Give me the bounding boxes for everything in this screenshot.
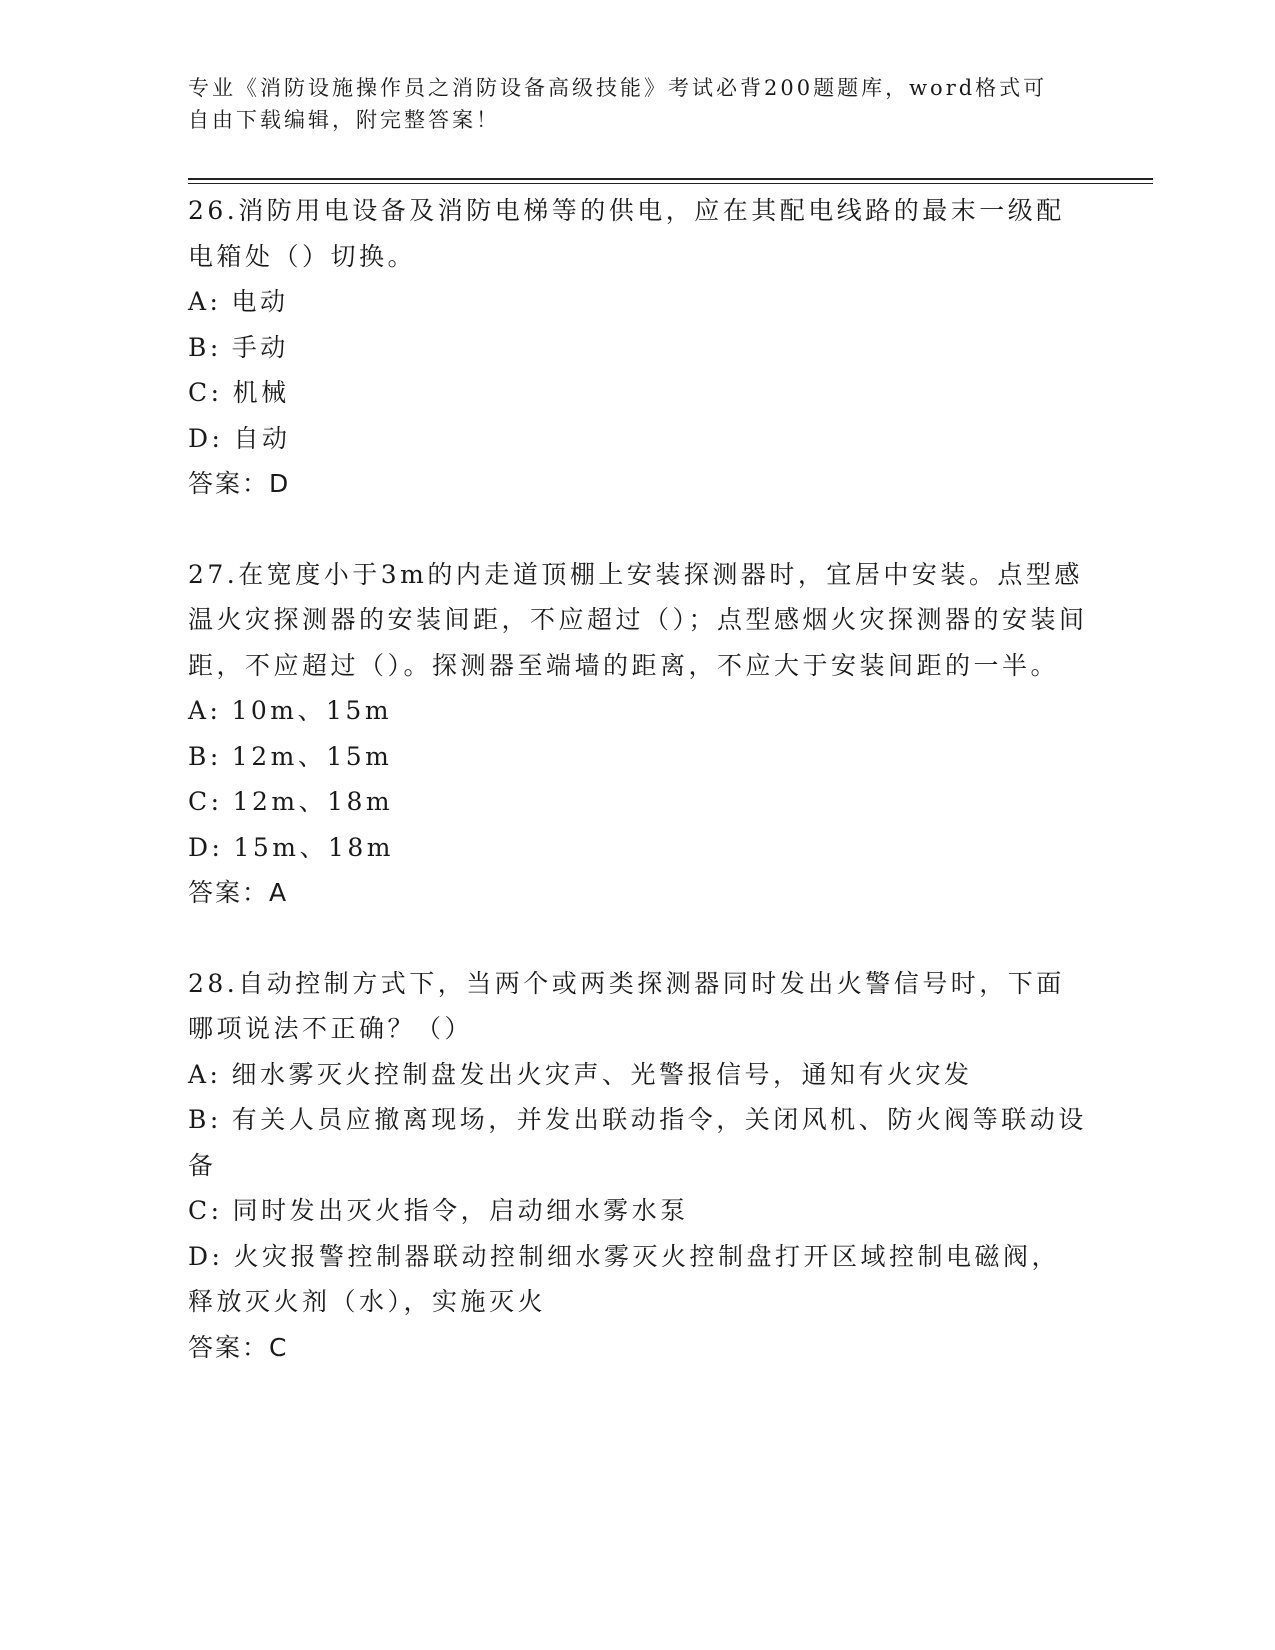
option-key: A: <box>188 696 222 725</box>
option-key: C: <box>188 1196 223 1225</box>
option-key: D: <box>188 832 224 862</box>
question-list <box>188 188 1088 1415</box>
document-header <box>188 72 1068 136</box>
option-a <box>188 1052 1088 1098</box>
option-text: 12m、18m <box>232 787 394 816</box>
option-text: 自动 <box>233 423 291 453</box>
option-key: B: <box>188 741 222 771</box>
option-text: 10m、15m <box>231 696 393 725</box>
option-b <box>188 325 1088 371</box>
option-key: B: <box>188 1105 222 1134</box>
option-key: B: <box>188 332 222 362</box>
option-text: 有关人员应撤离现场，并发出联动指令，关闭风机、防火阀等联动设备 <box>188 1105 1087 1180</box>
option-c <box>188 779 1088 825</box>
option-b <box>188 734 1088 780</box>
option-text: 火灾报警控制器联动控制细水雾灭火控制盘打开区域控制电磁阀，释放灭火剂（水），实施灭火 <box>188 1241 1060 1316</box>
option-d <box>188 1234 1088 1325</box>
option-b <box>188 1097 1088 1188</box>
option-key: C: <box>188 787 223 816</box>
option-c <box>188 370 1088 416</box>
option-a <box>188 688 1088 734</box>
option-key: A: <box>188 1059 222 1089</box>
option-text: 手动 <box>231 332 289 362</box>
option-text: 12m、15m <box>231 741 393 771</box>
option-text: 15m、18m <box>233 832 395 862</box>
option-text: 电动 <box>231 287 289 316</box>
option-text: 同时发出灭火指令，启动细水雾水泵 <box>232 1196 689 1225</box>
answer: 答案：A <box>188 878 289 907</box>
question-stem: 26.消防用电设备及消防电梯等的供电，应在其配电线路的最末一级配电箱处（）切换。 <box>188 196 1065 271</box>
option-d <box>188 825 1088 871</box>
option-text: 机械 <box>232 378 290 407</box>
header-divider-thick <box>188 178 1153 180</box>
option-a <box>188 279 1088 325</box>
option-key: D: <box>188 1241 224 1271</box>
question-26 <box>188 188 1088 507</box>
option-c <box>188 1188 1088 1234</box>
question-stem: 28.自动控制方式下，当两个或两类探测器同时发出火警信号时，下面哪项说法不正确？（） <box>188 968 1065 1043</box>
option-key: A: <box>188 287 222 316</box>
option-key: D: <box>188 423 224 453</box>
answer: 答案：C <box>188 1332 289 1362</box>
answer: 答案：D <box>188 469 291 498</box>
question-28 <box>188 961 1088 1371</box>
option-d <box>188 416 1088 462</box>
question-stem: 27.在宽度小于3m的内走道顶棚上安装探测器时，宜居中安装。点型感温火灾探测器的安装间距，不应超过（）；点型感烟火灾探测器的安装间距，不应超过（）。探测器至端墙的距离，不应大于安装间距的一半。 <box>188 559 1088 680</box>
header-divider-thin <box>188 183 1153 184</box>
question-27 <box>188 552 1088 916</box>
header-text: 专业《消防设施操作员之消防设备高级技能》考试必背200题题库，word格式可自由下载编辑，附完整答案！ <box>188 76 1048 132</box>
option-key: C: <box>188 378 223 407</box>
option-text: 细水雾灭火控制盘发出火灾声、光警报信号，通知有火灾发 <box>231 1059 973 1089</box>
